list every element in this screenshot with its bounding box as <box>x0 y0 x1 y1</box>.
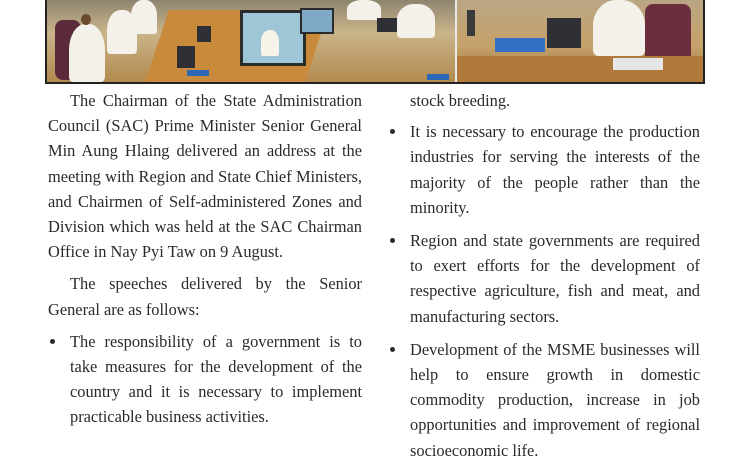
list-item <box>388 228 700 329</box>
bullet-text: Region and state governments are required to exert efforts for the development of respective agriculture, fish and meat, and manufacturing sectors. <box>410 231 700 326</box>
intro-paragraph: The Chairman of the State Administration Council (SAC) Prime Minister Senior General Min Aung Hlaing delivered an address at the meeting with Region and State Chief Ministers, and Chairmen of Self-administered Zones and Division which was held at the SAC Chairman Office in Nay Pyi Taw on 9 August. <box>48 91 362 262</box>
speech-intro-paragraph: The speeches delivered by the Senior General are as follows: <box>48 274 362 319</box>
attendee <box>131 0 157 34</box>
laptop <box>377 18 397 32</box>
bullet-icon <box>50 339 55 344</box>
list-item <box>48 329 362 430</box>
documents <box>613 58 663 70</box>
list-item <box>388 337 700 463</box>
laptop <box>547 18 581 48</box>
laptop <box>197 26 211 42</box>
attendee <box>69 24 105 82</box>
name-plate <box>495 38 545 52</box>
continued-text: stock breeding. <box>410 91 511 110</box>
chair <box>645 4 691 64</box>
right-column <box>388 88 700 471</box>
chairman-desk-photo <box>457 0 703 82</box>
bullet-icon <box>390 129 395 134</box>
bullet-icon <box>390 238 395 243</box>
meeting-photo <box>45 0 705 84</box>
bullet-list <box>388 119 700 463</box>
microphone <box>467 10 475 36</box>
desk <box>457 56 703 82</box>
bullet-list <box>48 329 362 430</box>
bullet-text: It is necessary to encourage the production industries for serving the interests of the majority of the people rather than the minority. <box>410 122 700 217</box>
desk-nameplate <box>427 74 449 80</box>
attendee-head <box>81 14 91 25</box>
attendee <box>397 4 435 38</box>
meeting-room-photo <box>47 0 455 82</box>
left-column <box>48 88 362 438</box>
bullet-icon <box>390 347 395 352</box>
laptop <box>177 46 195 68</box>
bullet-text: The responsibility of a government is to take measures for the development of the country and it is necessary to implement practicable business activities. <box>70 331 362 427</box>
video-screen-small <box>300 8 334 34</box>
bullet-text: Development of the MSME businesses will help to ensure growth in domestic commodity production, increase in job opportunities and improvement of regional socioeconomic life. <box>410 339 700 460</box>
list-item <box>388 119 700 220</box>
remote-participant <box>261 30 279 56</box>
desk-nameplate <box>187 70 209 76</box>
attendee <box>347 0 381 20</box>
chairman <box>593 0 645 56</box>
